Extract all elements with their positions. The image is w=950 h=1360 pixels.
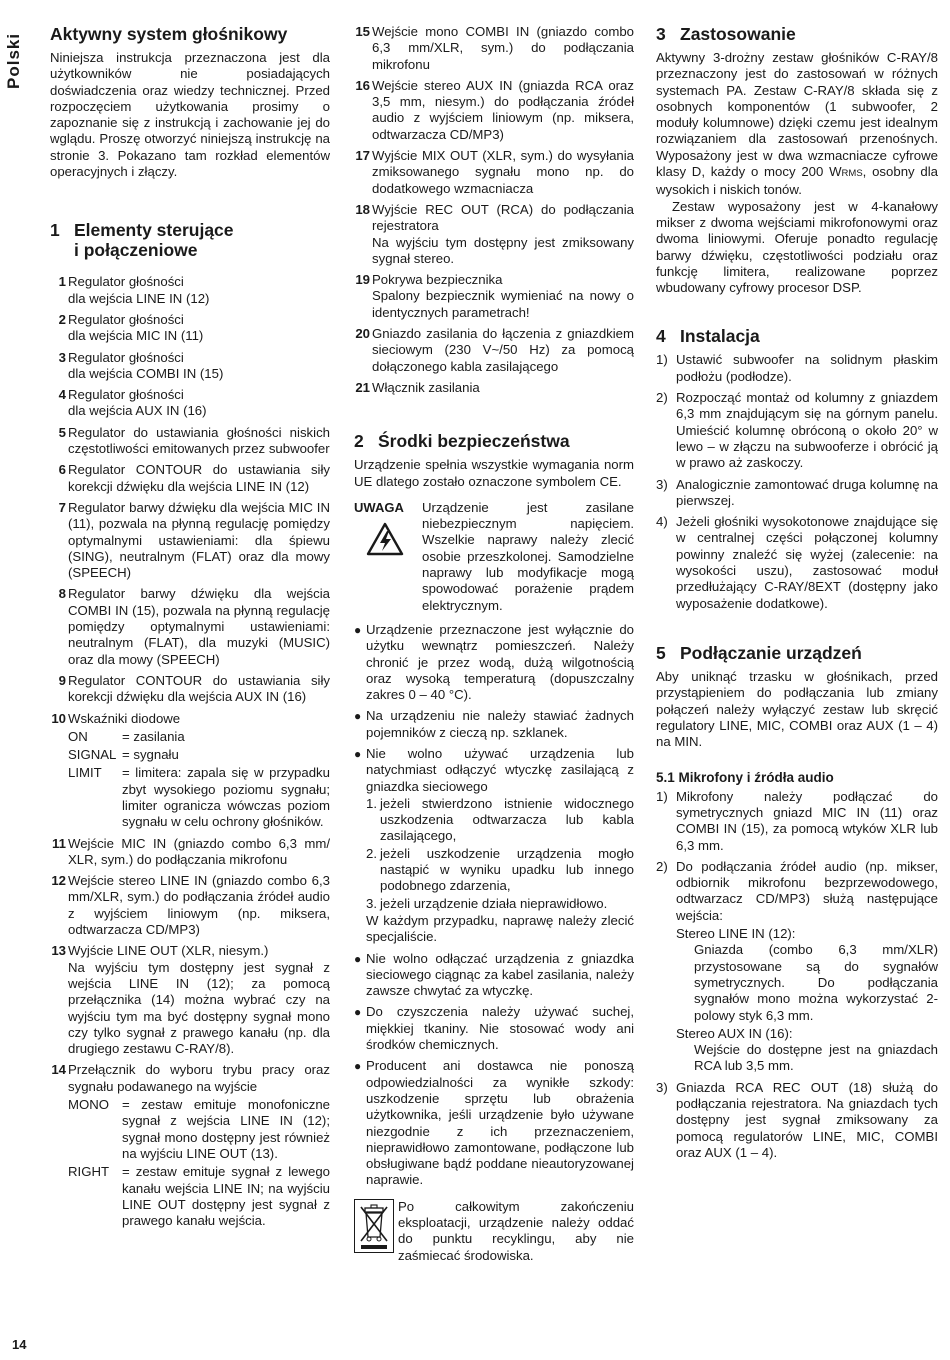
list-item	[354, 326, 634, 375]
item-text: Pokrywa bezpiecznika Spalony bezpiecznik wymieniać na nowy o identycznych parametrach!	[372, 272, 634, 320]
section-1-heading	[50, 220, 330, 260]
section-3-title: Zastosowanie	[680, 24, 796, 44]
section-1-title-line-2: i połączeniowe	[74, 240, 198, 261]
intro-title: Aktywny system głośnikowy	[50, 24, 288, 44]
list-item	[50, 943, 330, 1057]
kv-row: MONO = zestaw emituje monofoniczne sygnał z wejścia LINE IN (12); sygnał mono dostępny jest również na wyjściu LINE OUT (13).	[68, 1097, 330, 1161]
section-number: 4	[656, 326, 666, 347]
connection-steps: 1) Mikrofony należy podłączać do symetrycznych gniazd MIC IN (11) oraz COMBI IN (15), za pomocą wtyków XLR lub 6,3 mm. 2) Do podłączania źródeł audio (np. mikser, odbiornik mikrofonu bezprzewodowego, odtwarzacz CD/MP3) służą następujące wejścia: Stereo LINE IN (12): Gniazda (combo 6,3 mm/XLR) przystosowane są do sygnałów symetrycznych. Do podłączania sygnałów mono można wykorzystać 2-polowy styk 6,3 mm. Stereo AUX IN (16): Wejście do dostępne jest na gniazdach RCA lub 3,5 mm. 3) Gniazda RCA REC OUT (18) służą do podłączania rejestratora. Na gniazdach tych dostępny jest sygnał zmiksowany za pomocą regulatorów LINE, MIC, COMBI oraz AUX (1 – 4).	[656, 788, 938, 1160]
column-3	[656, 24, 938, 1166]
list-item	[50, 350, 330, 383]
list-item	[50, 873, 330, 938]
bullet-text: Na urządzeniu nie należy stawiać żadnych pojemników z cieczą np. szklanek.	[366, 708, 634, 740]
item-text: Regulator barwy dźwięku dla wejścia COMBI IN (15), pozwala na płynną regulację pomiędzy optymalnymi ustawieniami: neutralnym (FLAT), dla muzyki (MUSIC) oraz dla mowy (SPEECH)	[68, 586, 330, 667]
item-text: Wyjście MIX OUT (XLR, sym.) do wysyłania zmiksowanego sygnału mono np. do dodatkowego wzmacniacza	[372, 148, 634, 196]
item-text: Regulator głośności dla wejścia MIC IN (11)	[68, 311, 204, 344]
section-5-intro: Aby uniknąć trzasku w głośnikach, przed przystąpieniem do podłączania lub zmiany połączeń należy wyłączyć zestaw lub skręcić regulatory LINE, MIC, COMBI oraz AUX (1 – 4) na MIN.	[656, 668, 938, 750]
controls-list-c	[354, 24, 634, 396]
item-text: Wejście stereo AUX IN (gniazda RCA oraz 3,5 mm, niesym.) do podłączania źródeł audio z wyjściem liniowym (np. miksera, odtwarzacza CD/MP3)	[372, 77, 634, 142]
high-voltage-warning-icon	[366, 522, 422, 560]
list-item	[50, 836, 330, 869]
item-text: Jeżeli głośniki wysokotonowe znajdujące się w centralnej części połączonej kolumny powinny znaleźć się wyżej (zalecenie: na wysokości uszu), zastosować moduł przedłużający C-RAY/8EXT (dostępny jako wyposażenie dodatkowe).	[676, 514, 938, 611]
section-number: 3	[656, 24, 666, 44]
list-item	[656, 352, 938, 385]
list-item	[50, 673, 330, 706]
list-item	[50, 425, 330, 458]
item-number: 18	[355, 201, 370, 217]
mode-switch-item	[50, 1062, 330, 1229]
safety-bullets-b	[354, 951, 634, 1189]
kv-row: ON = zasilania	[68, 728, 185, 744]
item-text: Regulator głośności dla wejścia LINE IN (12)	[68, 274, 210, 306]
safety-bullet-disconnect: ● Nie wolno używać urządzenia lub natychmiast odłączyć wtyczkę zasilającą z gniazdka sieciowego 1. jeżeli stwierdzono istnienie widocznego uszkodzenia odtwarzacza lub kabla zasilającego, 2. jeżeli uszkodzenie urządzenia mogło nastąpić w wyniku upadku lub innego podobnego zdarzenia, 3. jeżeli urządzenie działa nieprawidłowo. W każdym przypadku, naprawę należy zlecić specjaliście.	[354, 745, 634, 945]
recycling-text: Po całkowitym zakończeniu eksploatacji, urządzenie należy oddać do punktu recyklingu, aby nie zaśmiecać środowiska.	[398, 1198, 634, 1263]
item-text: Ustawić subwoofer na solidnym płaskim podłożu (podłodze).	[676, 352, 938, 384]
list-item	[656, 390, 938, 471]
item-text: Włącznik zasilania	[372, 379, 480, 395]
item-text: Przełącznik do wyboru trybu pracy oraz sygnału podawanego na wyjście	[68, 1062, 330, 1094]
sub-item: 3. jeżeli urządzenie działa nieprawidłowo.	[366, 895, 608, 911]
kv-row: SIGNAL = sygnału	[68, 747, 179, 763]
bullet-dot: ●	[354, 709, 362, 724]
bullet-dot: ●	[354, 622, 362, 637]
list-item	[354, 24, 634, 73]
intro-text: Niniejsza instrukcja przeznaczona jest dla użytkowników nie posiadających doświadczenia oraz wiedzy technicznej. Przed rozpoczęciem użytkowania prosimy o zapoznanie się z instrukcją i zachowanie jej do wglądu. Proszę otworzyć niniejszą instrukcję na stronie 3. Pokazano tam rozkład elementów operacyjnych i złączy.	[50, 50, 330, 180]
line-in-label: Stereo LINE IN (12):	[676, 926, 796, 942]
item-number: 19	[355, 272, 370, 288]
list-item	[656, 477, 938, 510]
warning-text: Urządzenie jest zasilane niebezpiecznym napięciem. Wszelkie naprawy należy zlecić osobie przeszkolonej. Samodzielne naprawy lub modyfikacje mogą spowodować porażenie prądem elektrycznym.	[422, 499, 634, 613]
list-item	[354, 78, 634, 143]
safety-bullet	[354, 708, 634, 741]
item-text: Wejście mono COMBI IN (gniazdo combo 6,3 mm/XLR, sym.) do podłączania mikrofonu	[372, 24, 634, 72]
item-number: 20	[355, 326, 370, 342]
item-text: Regulator barwy dźwięku dla wejścia MIC IN (11), pozwala na płynną regulację pomiędzy optymalnymi ustawieniami: dla śpiewu (SING), neutralnym (FLAT) oraz dla mowy (SPEECH)	[68, 499, 330, 581]
bullet-dot: ●	[354, 746, 362, 761]
bullet-text: Nie wolno odłączać urządzenia z gniazdka sieciowego ciągnąc za kabel zasilania, należy zawsze chwytać za wtyczkę.	[366, 950, 634, 999]
bullet-dot: ●	[354, 1005, 362, 1020]
crossed-out-bin-icon	[354, 1199, 394, 1264]
section-2-intro: Urządzenie spełnia wszystkie wymagania norm UE dlatego zostało oznaczone symbolem CE.	[354, 457, 634, 489]
list-item	[656, 514, 938, 612]
safety-bullets-a	[354, 622, 634, 741]
item-number: 9	[58, 672, 66, 688]
item-text: Analogicznie zamontować druga kolumnę na pierwszej.	[676, 476, 938, 508]
item-number: 15	[355, 24, 370, 39]
item-number: 21	[355, 379, 370, 395]
safety-bullet	[354, 951, 634, 1000]
safety-bullet	[354, 1058, 634, 1188]
item-number: 12	[51, 873, 66, 889]
item-number: 8	[58, 586, 66, 602]
item-text: Wyjście REC OUT (RCA) do podłączania rejestratora Na wyjściu tym dostępny jest zmiksowany sygnał stereo.	[372, 201, 634, 266]
section-5-heading	[656, 643, 938, 663]
item-number: 1	[58, 274, 66, 290]
item-number: 13	[51, 943, 66, 959]
page-number: 14	[12, 1337, 27, 1352]
warning-label: UWAGA	[354, 499, 404, 515]
line-in-text: Gniazda (combo 6,3 mm/XLR) przystosowane są do sygnałów symetrycznych. Do podłączania sygnałów mono można wykorzystać 2-polowy styk 6,3 mm.	[694, 942, 938, 1023]
item-number: 2	[58, 311, 66, 327]
item-text: Wskaźniki diodowe	[68, 710, 181, 726]
column-2	[354, 24, 634, 1264]
bullet-text: Producent ani dostawca nie ponoszą odpowiedzialności za wynikłe szkody: uszkodzenie sprzętu lub obrażenia użytkownika, jeśli urządzenie było używane niezgodnie z ich przeznaczeniem, nieprawidłowo zamontowane, podłączone lub obsługiwane bądź poddane nieautoryzowanej naprawie.	[366, 1058, 634, 1188]
list-item	[354, 272, 634, 321]
column-1	[50, 24, 330, 1234]
item-number: 3	[58, 349, 66, 365]
aux-in-text: Wejście do dostępne jest na gniazdach RCA lub 3,5 mm.	[694, 1042, 938, 1074]
item-text: Regulator CONTOUR do ustawiania siły korekcji dźwięku dla wejścia LINE IN (12)	[68, 462, 330, 494]
item-text: Wyjście LINE OUT (XLR, niesym.) Na wyjściu tym dostępny jest sygnał z wejścia LINE IN (12); za pomocą przełącznika (14) można wybrać czy na wyjściu tym ma być dostępny sygnał mono czy tylko sygnał z prawego kanału (np. dla drugiego zestawu C-RAY/8).	[68, 943, 330, 1057]
sub-item: 1. jeżeli stwierdzono istnienie widocznego uszkodzenia odtwarzacza lub kabla zasilającego,	[366, 795, 634, 844]
recycling-notice	[354, 1199, 634, 1264]
language-tab: Polski	[4, 32, 23, 90]
controls-list-b	[50, 836, 330, 1058]
kv-row: LIMIT = limitera: zapala się w przypadku zbyt wysokiego poziomu sygnału; limiter ogranicza wówczas poziom sygnału w celu ochrony głośników.	[68, 765, 330, 830]
bullet-text: Do czyszczenia należy używać suchej, miękkiej tkaniny. Nie stosować wody ani środków chemicznych.	[366, 1004, 634, 1053]
sub-item: 2. jeżeli uszkodzenie urządzenia mogło nastąpić w wyniku upadku lub innego podobnego zdarzenia,	[366, 845, 634, 894]
item-text: Gniazdo zasilania do łączenia z gniazdkiem sieciowym (230 V~/50 Hz) za pomocą dołączonego kabla zasilającego	[372, 326, 634, 374]
installation-steps	[656, 352, 938, 611]
warning-box	[354, 500, 634, 614]
item-number: 7	[58, 499, 66, 515]
item-text: Rozpocząć montaż od kolumny z gniazdem 6,3 mm znajdującym się na górnym panelu. Umieścić kolumnę obróconą o około 20° w lewo – w złączu na subwooferze i obrócić ją w prawo aż zaskoczy.	[676, 390, 938, 471]
section-3-paragraph-1: Aktywny 3-drożny zestaw głośników C-RAY/8 przeznaczony jest do zastosowań w różnych systemach PA. Zestaw C-RAY/8 składa się z osobnych komponentów (1 subwoofer, 2 moduły kolumnowe) dzięki czemu jest idealnym rozwiązaniem dla zastosowań przenośnych. Wyposażony jest w dwa wzmacniacze cyfrowe klasy D, każdy o mocy 200 WRMS, osobny dla wysokich i niskich tonów.	[656, 50, 938, 198]
section-2-heading	[354, 431, 634, 451]
kv-row: RIGHT = zestaw emituje sygnał z lewego kanału wejścia LINE IN; na wyjściu LINE OUT dostępny jest sygnał z prawego kanału wejścia.	[68, 1164, 330, 1229]
led-indicators-item	[50, 711, 330, 831]
aux-in-label: Stereo AUX IN (16):	[676, 1025, 793, 1041]
list-item	[50, 274, 330, 307]
section-number: 5	[656, 642, 666, 663]
list-item	[50, 312, 330, 345]
subsection-5-1-title: 5.1 Mikrofony i źródła audio	[656, 770, 834, 786]
section-5-title: Podłączanie urządzeń	[680, 642, 862, 663]
item-number: 6	[58, 462, 66, 478]
section-4-heading	[656, 326, 938, 346]
bullet-dot: ●	[354, 1059, 362, 1074]
item-number: 3)	[656, 476, 668, 492]
section-number: 2	[354, 431, 364, 452]
item-number: 16	[355, 77, 370, 93]
safety-bullet	[354, 1004, 634, 1053]
section-1-title-line-1: Elementy sterujące	[74, 220, 234, 241]
list-item	[50, 500, 330, 581]
item-text: Regulator głośności dla wejścia COMBI IN (15)	[68, 349, 224, 381]
list-item	[354, 202, 634, 267]
list-item	[50, 586, 330, 667]
ce-mark: CE.	[599, 473, 622, 489]
item-text: Regulator CONTOUR do ustawiania siły korekcji dźwięku dla wejścia AUX IN (16)	[68, 672, 330, 705]
item-number: 1)	[656, 352, 668, 368]
item-number: 4	[58, 387, 66, 403]
bullet-text: Urządzenie przeznaczone jest wyłącznie do użytku wewnątrz pomieszczeń. Należy chronić je przez wodą, dużą wilgotnością oraz wysoką temperaturą (dopuszczalny zakres 0 – 40 °C).	[366, 621, 634, 703]
list-item	[50, 462, 330, 495]
section-4-title: Instalacja	[680, 326, 760, 347]
item-text: Regulator głośności dla wejścia AUX IN (16)	[68, 387, 207, 419]
section-3-paragraph-2: Zestaw wyposażony jest w 4-kanałowy mikser z dwoma wejściami mikrofonowymi oraz dwoma liniowymi. Oferuje ponadto regulację barwy dźwięku, częstotliwości podziału oraz funkcję limitera, realizowane poprzez wbudowany cyfrowy procesor DSP.	[656, 198, 938, 296]
item-number: 10	[51, 710, 66, 726]
item-number: 11	[52, 835, 66, 851]
controls-list-a	[50, 274, 330, 705]
list-item	[354, 148, 634, 197]
section-number: 1	[50, 220, 60, 241]
section-3-heading	[656, 24, 938, 44]
item-number: 14	[51, 1062, 66, 1078]
item-number: 2)	[656, 390, 668, 406]
safety-bullet	[354, 622, 634, 703]
list-item	[50, 387, 330, 420]
list-item	[354, 380, 634, 396]
item-number: 17	[355, 148, 370, 164]
section-2-title: Środki bezpieczeństwa	[378, 431, 570, 452]
item-text: Regulator do ustawiania głośności niskich częstotliwości emitowanych przez subwoofer	[68, 424, 330, 457]
item-text: Wejście MIC IN (gniazdo combo 6,3 mm/ XLR, sym.) do podłączania mikrofonu	[68, 835, 330, 867]
item-number: 5	[58, 424, 66, 440]
item-number: 4)	[656, 514, 668, 530]
bullet-dot: ●	[354, 951, 362, 966]
item-text: Wejście stereo LINE IN (gniazdo combo 6,3 mm/XLR, sym.) do podłączania źródeł audio z wyjściem liniowym (np. miksera, odtwarzacza CD/MP3)	[68, 873, 330, 938]
